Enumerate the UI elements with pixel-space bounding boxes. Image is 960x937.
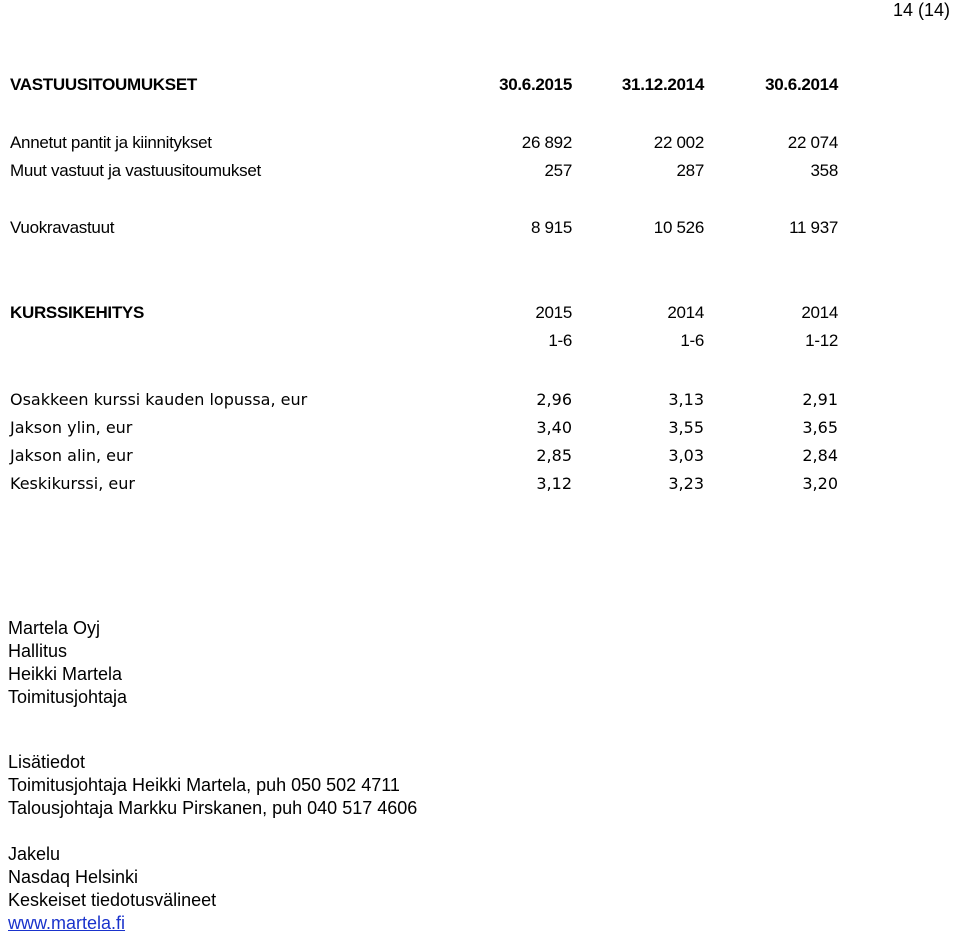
row-value-col1: 2,85: [536, 445, 572, 465]
row-value-col2: 3,55: [668, 417, 704, 437]
row-value-col2: 10 526: [653, 218, 704, 237]
vastuut-title: VASTUUSITOUMUKSET: [10, 75, 197, 94]
table-row: [10, 129, 838, 157]
kurssi-col1-year: 2015: [535, 303, 572, 322]
table-row: [10, 413, 838, 441]
row-value-col3: 11 937: [789, 218, 838, 237]
table-row: [10, 385, 838, 413]
row-value-col3: 2,84: [802, 445, 838, 465]
vastuut-table: [10, 129, 838, 185]
kurssikehitys-subheader-row: [10, 327, 838, 355]
kurssi-col2-year: 2014: [667, 303, 704, 322]
website-link[interactable]: www.martela.fi: [8, 913, 126, 933]
kurssikehitys-header-row: [10, 299, 838, 327]
vastuut-header-table: [10, 71, 838, 99]
contact-ceo: Toimitusjohtaja Heikki Martela, puh 050 502 4711: [8, 775, 400, 795]
row-value-col2: 3,23: [668, 473, 704, 493]
table-row: [10, 441, 838, 469]
row-value-col1: 3,40: [536, 417, 572, 437]
row-value-col3: 2,91: [802, 389, 838, 409]
table-row: [10, 469, 838, 497]
kurssi-col3-period: 1-12: [805, 331, 838, 350]
empty-cell: [10, 327, 460, 355]
kurssi-col1-period: 1-6: [548, 331, 572, 350]
row-value-col3: 3,65: [802, 417, 838, 437]
table-row: [10, 157, 838, 185]
contact-cfo: Talousjohtaja Markku Pirskanen, puh 040 517 4606: [8, 798, 418, 818]
contact-heading: Lisätiedot: [8, 752, 86, 772]
row-label: Vuokravastuut: [10, 218, 115, 237]
distribution-block: [8, 843, 216, 935]
vastuut-col3-header: 30.6.2014: [765, 75, 838, 94]
signer-title: Toimitusjohtaja: [8, 687, 128, 707]
distribution-heading: Jakelu: [8, 844, 61, 864]
row-value-col3: 22 074: [787, 133, 838, 152]
kurssikehitys-title: KURSSIKEHITYS: [10, 303, 145, 322]
row-label: Osakkeen kurssi kauden lopussa, eur: [10, 389, 308, 409]
row-value-col3: 3,20: [802, 473, 838, 493]
row-value-col2: 22 002: [653, 133, 704, 152]
company-name: Martela Oyj: [8, 618, 101, 638]
table-row: [10, 214, 838, 242]
contact-block: [8, 751, 417, 820]
row-value-col1: 2,96: [536, 389, 572, 409]
row-label: Jakson alin, eur: [10, 445, 133, 465]
page-number: 14 (14): [892, 0, 950, 20]
vastuut-col2-header: 31.12.2014: [621, 75, 704, 94]
kurssikehitys-header-table: [10, 299, 838, 355]
row-value-col3: 358: [810, 161, 838, 180]
row-label: Muut vastuut ja vastuusitoumukset: [10, 161, 261, 180]
kurssi-col3-year: 2014: [801, 303, 838, 322]
vuokravastuut-table: [10, 214, 838, 242]
vastuut-col1-header: 30.6.2015: [499, 75, 572, 94]
row-value-col1: 3,12: [536, 473, 572, 493]
kurssi-col2-period: 1-6: [680, 331, 704, 350]
row-value-col2: 287: [676, 161, 704, 180]
signature-block: [8, 617, 127, 709]
row-label: Jakson ylin, eur: [10, 417, 133, 437]
row-value-col2: 3,13: [668, 389, 704, 409]
signer-name: Heikki Martela: [8, 664, 123, 684]
row-value-col1: 257: [544, 161, 572, 180]
row-label: Keskikurssi, eur: [10, 473, 135, 493]
row-value-col2: 3,03: [668, 445, 704, 465]
distribution-nasdaq: Nasdaq Helsinki: [8, 867, 139, 887]
row-value-col1: 8 915: [530, 218, 572, 237]
row-value-col1: 26 892: [521, 133, 572, 152]
vastuut-header-row: [10, 71, 838, 99]
kurssikehitys-table: [10, 385, 838, 497]
row-label: Annetut pantit ja kiinnitykset: [10, 133, 212, 152]
distribution-media: Keskeiset tiedotusvälineet: [8, 890, 217, 910]
board-label: Hallitus: [8, 641, 68, 661]
